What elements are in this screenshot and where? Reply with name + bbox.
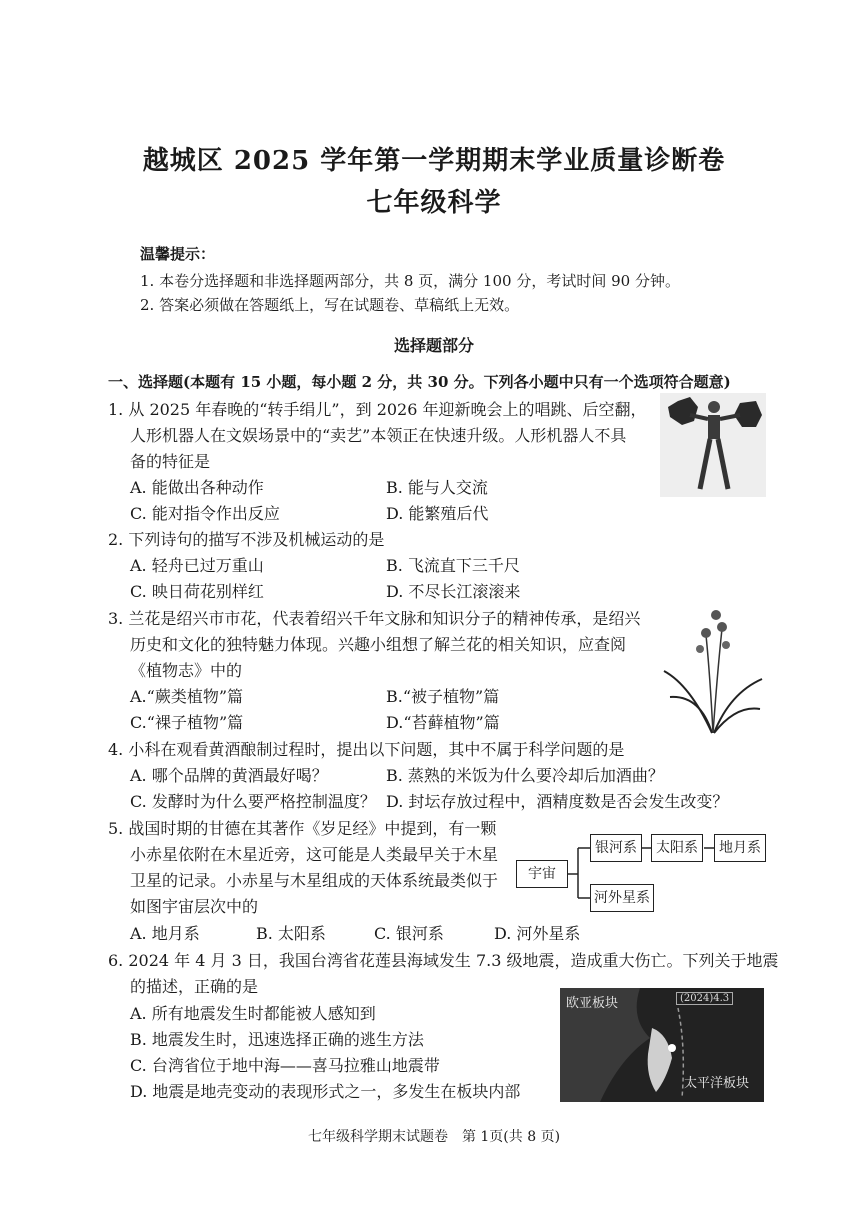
option: C. 发酵时为什么要严格控制温度？ (130, 792, 376, 811)
map-label-eurasian-plate: 欧亚板块 (566, 996, 619, 1011)
option: A. 能做出各种动作 (130, 478, 264, 497)
question-line: 小赤星依附在木星近旁，这可能是人类最早关于木星 (130, 845, 499, 864)
option: D. 封坛存放过程中，酒精度数是否会发生改变？ (386, 792, 729, 811)
question-line: 4. 小科在观看黄酒酿制过程时，提出以下问题，其中不属于科学问题的是 (108, 740, 625, 759)
question-line: 1. 从 2025 年春晚的“转手绢儿”，到 2026 年迎新晚会上的唱跳、后空翻， (108, 400, 647, 419)
earthquake-map-image (560, 988, 764, 1102)
option: C. 能对指令作出反应 (130, 504, 280, 523)
question-line: 历史和文化的独特魅力体现。兴趣小组想了解兰花的相关知识，应查阅 (130, 635, 627, 654)
question-line: 卫星的记录。小赤星与木星组成的天体系统最类似于 (130, 871, 499, 890)
map-label-pacific-plate: 太平洋板块 (684, 1076, 750, 1091)
exam-subtitle: 七年级科学 (366, 188, 502, 218)
question-line: 3. 兰花是绍兴市市花，代表着绍兴千年文脉和知识分子的精神传承，是绍兴 (108, 609, 641, 628)
orchid-image (660, 605, 766, 735)
option: D. 河外星系 (494, 924, 581, 943)
diagram-universe: 宇宙 (516, 860, 568, 888)
tip-item: 2. 答案必须做在答题纸上，写在试题卷、草稿纸上无效。 (140, 296, 520, 314)
question-line: 的描述，正确的是 (130, 977, 259, 996)
option: A.“蕨类植物”篇 (130, 687, 244, 706)
option: B. 蒸熟的米饭为什么要冷却后加酒曲？ (386, 766, 664, 785)
question-line: 6. 2024 年 4 月 3 日，我国台湾省花莲县海域发生 7.3 级地震，造成重大伤亡。下列关于地震 (108, 951, 779, 970)
option: D. 地震是地壳变动的表现形式之一，多发生在板块内部 (130, 1082, 521, 1101)
option: B. 太阳系 (256, 924, 326, 943)
page-footer: 七年级科学期末试题卷 第 1页(共 8 页) (307, 1129, 561, 1145)
option: D. 不尽长江滚滚来 (386, 582, 521, 601)
option: A. 哪个品牌的黄酒最好喝？ (130, 766, 328, 785)
option: B.“被子植物”篇 (386, 687, 500, 706)
map-label-date: (2024)4.3 (676, 992, 733, 1005)
question-line: 2. 下列诗句的描写不涉及机械运动的是 (108, 530, 385, 549)
option: A. 地月系 (130, 924, 200, 943)
diagram-solar-system: 太阳系 (651, 834, 703, 862)
option: C. 映日荷花别样红 (130, 582, 264, 601)
option: C. 银河系 (374, 924, 444, 943)
question-line: 备的特征是 (130, 452, 211, 471)
option: B. 地震发生时，迅速选择正确的逃生方法 (130, 1030, 424, 1049)
robot-image (660, 393, 766, 497)
diagram-earth-moon: 地月系 (714, 834, 766, 862)
section-title: 选择题部分 (393, 336, 474, 355)
question-line: 《植物志》中的 (130, 661, 243, 680)
option: D.“苔藓植物”篇 (386, 713, 500, 732)
option: B. 飞流直下三千尺 (386, 556, 520, 575)
option: B. 能与人交流 (386, 478, 488, 497)
question-line: 如图宇宙层次中的 (130, 897, 259, 916)
exam-title: 越城区 2025 学年第一学期期末学业质量诊断卷 (142, 146, 726, 176)
diagram-other-galaxies: 河外星系 (590, 884, 654, 912)
diagram-galaxy: 银河系 (590, 834, 642, 862)
tips-heading: 温馨提示： (140, 245, 216, 263)
question-line: 人形机器人在文娱场景中的“卖艺”本领正在快速升级。人形机器人不具 (130, 426, 627, 445)
option: A. 所有地震发生时都能被人感知到 (130, 1004, 376, 1023)
tip-item: 1. 本卷分选择题和非选择题两部分，共 8 页，满分 100 分，考试时间 90 分钟。 (140, 272, 680, 290)
option: C.“裸子植物”篇 (130, 713, 244, 732)
question-line: 5. 战国时期的甘德在其著作《岁足经》中提到，有一颗 (108, 819, 497, 838)
option: D. 能繁殖后代 (386, 504, 489, 523)
option: C. 台湾省位于地中海——喜马拉雅山地震带 (130, 1056, 440, 1075)
option: A. 轻舟已过万重山 (130, 556, 264, 575)
part-heading: 一、选择题(本题有 15 小题，每小题 2 分，共 30 分。下列各小题中只有一个选项符合题意) (108, 373, 731, 391)
